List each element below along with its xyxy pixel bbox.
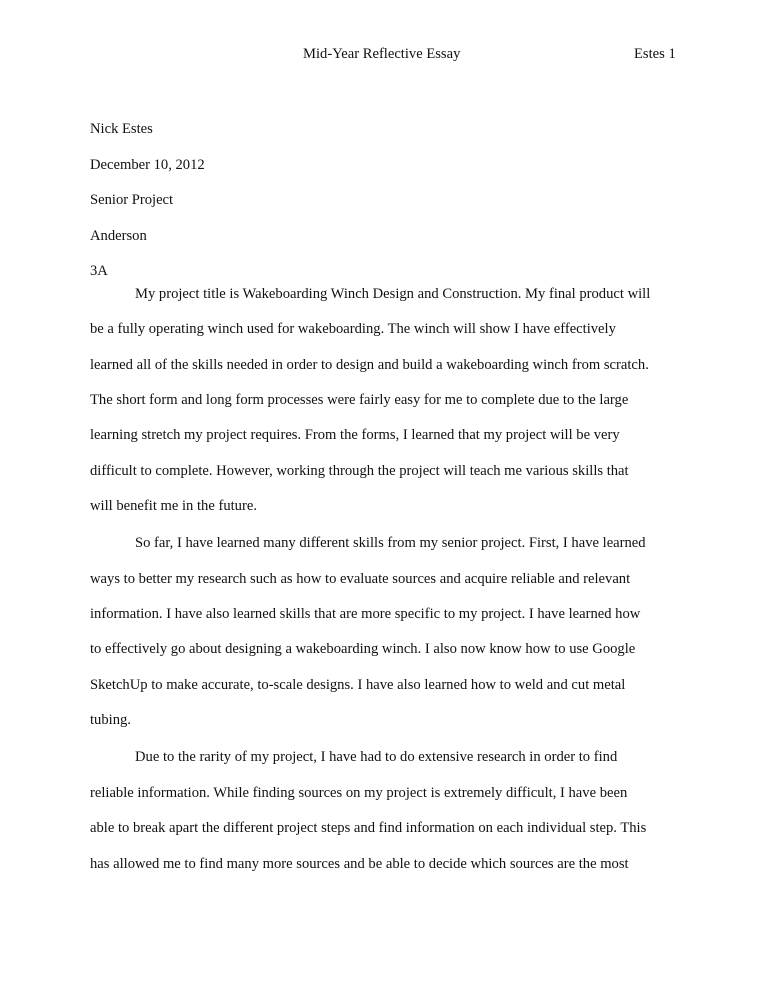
running-header [0, 46, 768, 66]
header-title: Mid-Year Reflective Essay [303, 46, 461, 62]
paragraph-line: learning stretch my project requires. From the forms, I learned that my project will be very [90, 427, 620, 444]
paragraph [90, 533, 682, 745]
paragraph-line: information. I have also learned skills that are more specific to my project. I have learned how [90, 606, 641, 623]
paragraph-line: Due to the rarity of my project, I have had to do extensive research in order to find [135, 749, 618, 766]
course-name: Senior Project [90, 192, 174, 208]
paragraph-line: has allowed me to find many more sources and be able to decide which sources are the most [90, 855, 629, 872]
paragraph-line: will benefit me in the future. [90, 498, 257, 515]
paragraph-line: be a fully operating winch used for wakeboarding. The winch will show I have effectively [90, 321, 616, 338]
paragraph [90, 747, 682, 888]
paragraph-line: learned all of the skills needed in order to design and build a wakeboarding winch from scratch. [90, 356, 649, 373]
essay-body [90, 284, 682, 891]
essay-date: December 10, 2012 [90, 156, 205, 173]
teacher-name: Anderson [90, 227, 147, 244]
paragraph-line: So far, I have learned many different skills from my senior project. First, I have learned [135, 535, 646, 552]
paragraph [90, 284, 682, 531]
paragraph-line: My project title is Wakeboarding Winch Design and Construction. My final product will [135, 286, 651, 302]
paragraph-line: SketchUp to make accurate, to-scale designs. I have also learned how to weld and cut metal [90, 676, 626, 693]
paragraph-line: The short form and long form processes were fairly easy for me to complete due to the large [90, 392, 629, 409]
class-period: 3A [90, 263, 108, 279]
mla-heading [90, 119, 690, 297]
paragraph-line: ways to better my research such as how to evaluate sources and acquire reliable and relevant [90, 570, 631, 587]
paragraph-line: to effectively go about designing a wakeboarding winch. I also now know how to use Google [90, 641, 636, 658]
paragraph-line: able to break apart the different project steps and find information on each individual step. This [90, 820, 647, 837]
paragraph-line: reliable information. While finding sources on my project is extremely difficult, I have been [90, 784, 628, 801]
paragraph-line: difficult to complete. However, working through the project will teach me various skills that [90, 462, 629, 479]
paragraph-line: tubing. [90, 712, 131, 729]
author-name: Nick Estes [90, 121, 153, 137]
header-page-number: Estes 1 [634, 46, 676, 62]
